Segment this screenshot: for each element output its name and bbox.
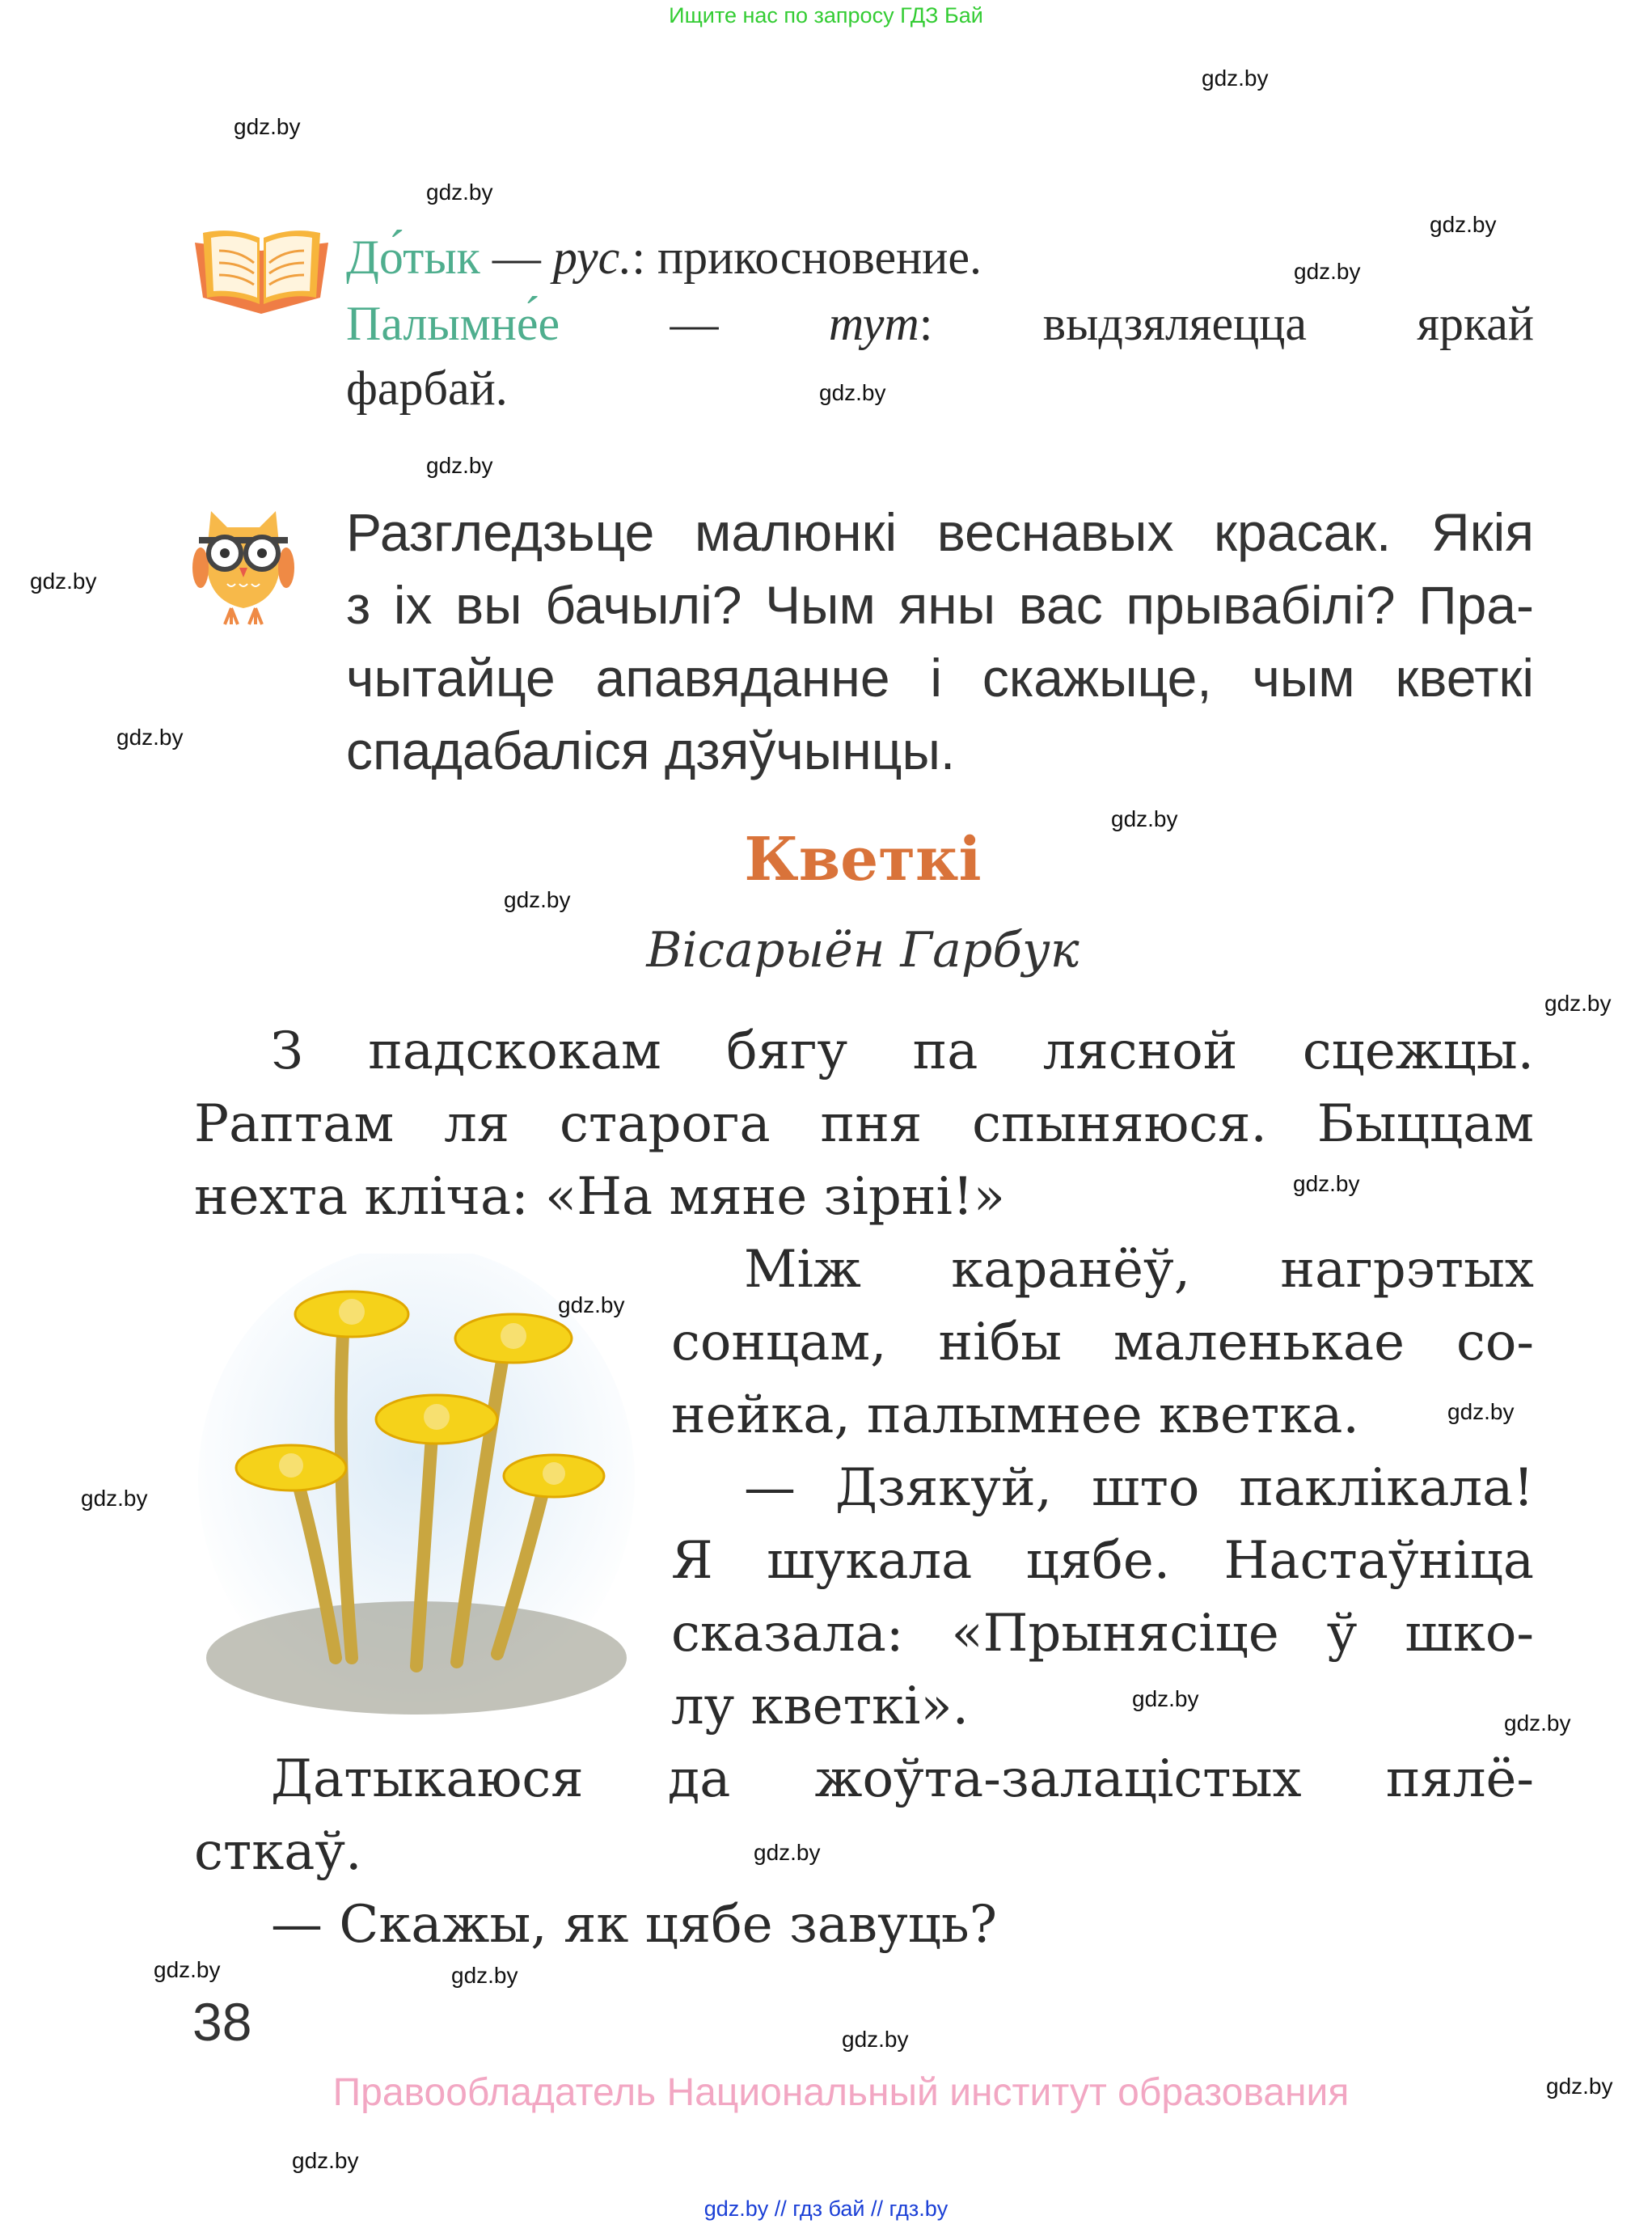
watermark: gdz.by <box>81 1486 148 1511</box>
watermark: gdz.by <box>754 1840 821 1865</box>
story-line: сонцам, нібы маленькае со- <box>671 1313 1534 1372</box>
watermark: gdz.by <box>234 114 301 139</box>
copyright-notice: Правообладатель Национальный институт образования <box>332 2071 1350 2114</box>
watermark: gdz.by <box>1293 1171 1360 1196</box>
watermark: gdz.by <box>558 1292 625 1317</box>
task-line: спадабаліся дзяўчынцы. <box>346 721 956 780</box>
watermark: gdz.by <box>1111 806 1178 831</box>
watermark: gdz.by <box>1132 1686 1199 1711</box>
story-author: Вісарыён Гарбук <box>646 922 1080 979</box>
task-line: з іх вы бачылі? Чым яны вас прывабілі? Пра- <box>346 575 1534 635</box>
watermark: gdz.by <box>1546 2074 1613 2099</box>
page-number: 38 <box>192 1992 252 2052</box>
watermark: gdz.by <box>1504 1710 1571 1736</box>
story-line: З падскокам бягу па лясной сцежцы. <box>271 1021 1534 1081</box>
watermark: gdz.by <box>819 380 886 405</box>
book-icon <box>191 226 332 315</box>
story-line: — Скажы, як цябе завуць? <box>271 1895 998 1955</box>
glossary-definition: : прикосновение. <box>632 230 982 284</box>
watermark: gdz.by <box>116 725 184 750</box>
dash: — <box>480 230 553 284</box>
story-line: сткаў. <box>194 1822 362 1882</box>
watermark: gdz.by <box>1294 259 1361 284</box>
glossary-definition-cont: фарбай. <box>346 362 508 415</box>
story-line: лу кветкі». <box>671 1676 969 1736</box>
dash: — <box>560 297 829 350</box>
watermark: gdz.by <box>426 180 493 205</box>
task-line: чытайце апавяданне і скажыце, чым кветкі <box>346 648 1534 708</box>
story-line: нейка, палымнее кветка. <box>671 1385 1359 1445</box>
watermark: gdz.by <box>1544 991 1612 1016</box>
language-label: рус. <box>552 230 632 284</box>
glossary-entry <box>346 296 1534 351</box>
task-line: Разгледзьце малюнкі веснавых красак. Якія <box>346 502 1534 562</box>
owl-icon <box>191 503 296 628</box>
watermark: gdz.by <box>30 569 97 594</box>
story-line: сказала: «Прынясіце ў шко- <box>671 1604 1534 1664</box>
watermark: gdz.by <box>154 1957 221 1982</box>
watermark: gdz.by <box>1430 212 1497 237</box>
watermark: gdz.by <box>451 1963 518 1988</box>
footer-links[interactable]: gdz.by // гдз бай // гдз.by <box>703 2197 949 2221</box>
glossary-term: Палымне́е <box>346 297 560 350</box>
watermark: gdz.by <box>426 453 493 478</box>
story-line: Я шукала цябе. Настаўніца <box>671 1531 1534 1591</box>
story-title: Кветкі <box>744 825 982 894</box>
search-hint: Ищите нас по запросу ГДЗ Бай <box>669 3 983 27</box>
watermark: gdz.by <box>1447 1399 1515 1424</box>
watermark: gdz.by <box>292 2148 359 2173</box>
story-line: — Дзякуй, што паклікала! <box>744 1458 1534 1518</box>
watermark: gdz.by <box>842 2027 909 2052</box>
glossary-definition: : выдзяляецца яркай <box>919 297 1534 350</box>
language-label: тут <box>828 297 919 350</box>
coltsfoot-flowers-illustration <box>198 1254 635 1727</box>
story-line: Між каранёў, нагрэтых <box>744 1240 1534 1300</box>
story-line: Раптам ля старога пня спыняюся. Быццам <box>194 1094 1534 1154</box>
glossary-term: До́тык <box>346 230 480 284</box>
watermark: gdz.by <box>504 887 571 912</box>
watermark: gdz.by <box>1202 66 1269 91</box>
story-line: нехта кліча: «На мяне зірні!» <box>194 1167 1005 1227</box>
story-line: Датыкаюся да жоўта-залацістых пялё- <box>271 1749 1534 1809</box>
